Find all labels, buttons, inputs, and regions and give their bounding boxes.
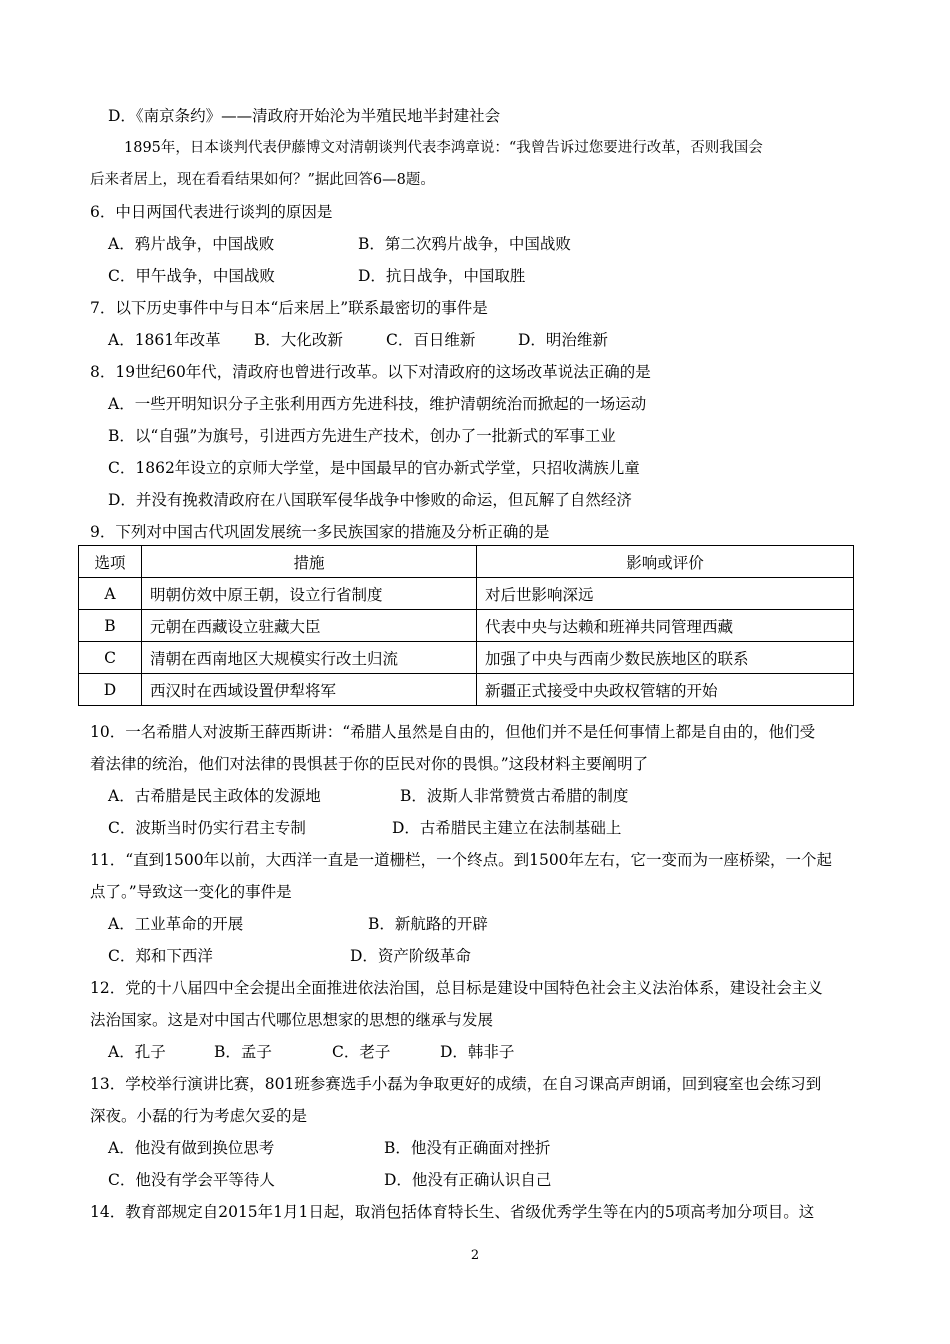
header-option: 选项 <box>79 546 142 578</box>
row-option: D <box>79 674 142 706</box>
q13-stem-line-1: 13．学校举行演讲比赛，801班参赛选手小磊为争取更好的成绩，在自习课高声朗诵，回到寝室也会练习到 <box>90 1075 822 1093</box>
table-row <box>79 674 854 706</box>
table-header-row <box>79 546 854 578</box>
q7-stem: 7．以下历史事件中与日本“后来居上”联系最密切的事件是 <box>90 299 488 317</box>
q6-stem: 6．中日两国代表进行谈判的原因是 <box>90 203 333 221</box>
q6-option-a: A．鸦片战争，中国战败 <box>108 235 275 253</box>
q11-stem-line-2: 点了。”导致这一变化的事件是 <box>90 883 292 901</box>
q8-option-d: D．并没有挽救清政府在八国联军侵华战争中惨败的命运，但瓦解了自然经济 <box>108 491 632 509</box>
q10-option-b: B．波斯人非常赞赏古希腊的制度 <box>400 787 629 805</box>
q11-option-b: B．新航路的开辟 <box>368 915 488 933</box>
q8-stem: 8．19世纪60年代，清政府也曾进行改革。以下对清政府的这场改革说法正确的是 <box>90 363 651 381</box>
q9-stem: 9．下列对中国古代巩固发展统一多民族国家的措施及分析正确的是 <box>90 523 550 541</box>
header-measure: 措施 <box>142 546 477 578</box>
q9-table <box>78 545 854 706</box>
q12-stem-line-2: 法治国家。这是对中国古代哪位思想家的思想的继承与发展 <box>90 1011 494 1029</box>
q10-option-d: D．古希腊民主建立在法制基础上 <box>392 819 622 837</box>
page-number: 2 <box>470 1248 480 1263</box>
q13-option-a: A．他没有做到换位思考 <box>108 1139 275 1157</box>
material-line-2: 后来者居上，现在看看结果如何？”据此回答6—8题。 <box>90 172 435 188</box>
q13-option-c: C．他没有学会平等待人 <box>108 1171 275 1189</box>
table-row <box>79 610 854 642</box>
q11-stem-line-1: 11．“直到1500年以前，大西洋一直是一道栅栏，一个终点。到1500年左右，它一变而为一座桥梁，一个起 <box>90 851 833 869</box>
table-row <box>79 578 854 610</box>
q11-option-d: D．资产阶级革命 <box>350 947 471 965</box>
q11-option-a: A．工业革命的开展 <box>108 915 244 933</box>
q12-option-c: C．老子 <box>332 1043 391 1061</box>
q13-option-d: D．他没有正确认识自己 <box>384 1171 552 1189</box>
row-measure: 清朝在西南地区大规模实行改土归流 <box>142 642 477 674</box>
q8-option-b: B．以“自强”为旗号，引进西方先进生产技术，创办了一批新式的军事工业 <box>108 427 616 445</box>
row-measure: 明朝仿效中原王朝，设立行省制度 <box>142 578 477 610</box>
row-option: B <box>79 610 142 642</box>
q6-option-c: C．甲午战争，中国战败 <box>108 267 275 285</box>
q14-stem-line-1: 14．教育部规定自2015年1月1日起，取消包括体育特长生、省级优秀学生等在内的5项高考加分项目。这 <box>90 1203 815 1221</box>
material-line-1: 1895年，日本谈判代表伊藤博文对清朝谈判代表李鸿章说：“我曾告诉过您要进行改革，否则我国会 <box>124 140 763 156</box>
q12-option-d: D．韩非子 <box>440 1043 515 1061</box>
q12-option-a: A．孔子 <box>108 1043 166 1061</box>
header-evaluation: 影响或评价 <box>477 546 854 578</box>
q13-option-b: B．他没有正确面对挫折 <box>384 1139 551 1157</box>
row-evaluation: 对后世影响深远 <box>477 578 854 610</box>
q6-option-b: B．第二次鸦片战争，中国战败 <box>358 235 571 253</box>
q8-option-a: A．一些开明知识分子主张利用西方先进科技，维护清朝统治而掀起的一场运动 <box>108 395 647 413</box>
row-evaluation: 代表中央与达赖和班禅共同管理西藏 <box>477 610 854 642</box>
row-option: C <box>79 642 142 674</box>
q10-stem-line-2: 着法律的统治，他们对法律的畏惧甚于你的臣民对你的畏惧。”这段材料主要阐明了 <box>90 755 649 773</box>
q10-option-a: A．古希腊是民主政体的发源地 <box>108 787 321 805</box>
q7-option-b: B．大化改新 <box>254 331 343 349</box>
q6-option-d: D．抗日战争，中国取胜 <box>358 267 526 285</box>
q10-stem-line-1: 10．一名希腊人对波斯王薛西斯讲：“希腊人虽然是自由的，但他们并不是任何事情上都是自由的，他们受 <box>90 723 816 741</box>
q7-option-a: A．1861年改革 <box>108 331 221 349</box>
q7-option-c: C．百日维新 <box>386 331 476 349</box>
row-evaluation: 新疆正式接受中央政权管辖的开始 <box>477 674 854 706</box>
q10-option-c: C．波斯当时仍实行君主专制 <box>108 819 306 837</box>
table-row <box>79 642 854 674</box>
row-evaluation: 加强了中央与西南少数民族地区的联系 <box>477 642 854 674</box>
q13-stem-line-2: 深夜。小磊的行为考虑欠妥的是 <box>90 1107 308 1125</box>
q11-option-c: C．郑和下西洋 <box>108 947 213 965</box>
row-measure: 元朝在西藏设立驻藏大臣 <box>142 610 477 642</box>
q12-stem-line-1: 12．党的十八届四中全会提出全面推进依法治国，总目标是建设中国特色社会主义法治体系，建设社会主义 <box>90 979 823 997</box>
row-measure: 西汉时在西域设置伊犁将军 <box>142 674 477 706</box>
q5-option-d: D．《南京条约》——清政府开始沦为半殖民地半封建社会 <box>108 107 501 125</box>
q8-option-c: C．1862年设立的京师大学堂，是中国最早的官办新式学堂，只招收满族儿童 <box>108 459 640 477</box>
q12-option-b: B．孟子 <box>214 1043 272 1061</box>
row-option: A <box>79 578 142 610</box>
q7-option-d: D．明治维新 <box>518 331 608 349</box>
